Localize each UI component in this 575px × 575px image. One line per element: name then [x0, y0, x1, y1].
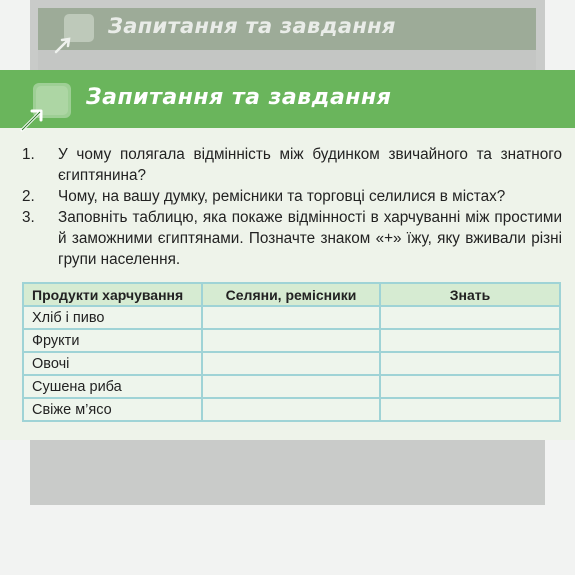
table-cell-peasants[interactable]: [202, 329, 380, 352]
question-number: 2.: [22, 188, 35, 205]
green-arrow-square-icon: [16, 76, 76, 136]
table-cell-food: Фрукти: [23, 329, 202, 352]
column-header-nobility: Знать: [380, 283, 560, 306]
question-text: У чому полягала відмінність між будинком звичайного та знатного єгиптянина?: [58, 146, 562, 184]
arrow-square-icon: [50, 10, 98, 56]
table-header-row: [23, 283, 560, 306]
table-cell-peasants[interactable]: [202, 306, 380, 329]
table-row: [23, 329, 560, 352]
question-item: [22, 207, 562, 270]
table-cell-nobility[interactable]: [380, 329, 560, 352]
table-row: [23, 352, 560, 375]
question-item: [22, 144, 562, 186]
question-item: [22, 186, 562, 207]
table-cell-food: Овочі: [23, 352, 202, 375]
column-header-peasants: Селяни, ремісники: [202, 283, 380, 306]
table-cell-peasants[interactable]: [202, 398, 380, 421]
food-table: [22, 282, 561, 422]
table-row: [23, 375, 560, 398]
table-row: [23, 306, 560, 329]
table-cell-peasants[interactable]: [202, 375, 380, 398]
question-number: 1.: [22, 146, 35, 163]
table-cell-food: Сушена риба: [23, 375, 202, 398]
table-cell-food: Хліб і пиво: [23, 306, 202, 329]
question-text: Чому, на вашу думку, ремісники та торговці селилися в містах?: [58, 188, 506, 205]
background-header-title: Запитання та завдання: [108, 14, 396, 38]
question-number: 3.: [22, 209, 35, 226]
table-cell-nobility[interactable]: [380, 306, 560, 329]
column-header-food: Продукти харчування: [23, 283, 202, 306]
table-cell-nobility[interactable]: [380, 352, 560, 375]
table-cell-food: Свіже м’ясо: [23, 398, 202, 421]
table-cell-peasants[interactable]: [202, 352, 380, 375]
card-title: Запитання та завдання: [86, 85, 392, 110]
questions-card: [0, 70, 575, 440]
questions-list: [22, 144, 562, 270]
question-text: Заповніть таблицю, яка покаже відмінності в харчуванні між простими й заможними єгиптянами. Позначте знаком «+» їжу, яку вживали різні групи населення.: [58, 209, 562, 268]
table-row: [23, 398, 560, 421]
table-cell-nobility[interactable]: [380, 398, 560, 421]
table-cell-nobility[interactable]: [380, 375, 560, 398]
